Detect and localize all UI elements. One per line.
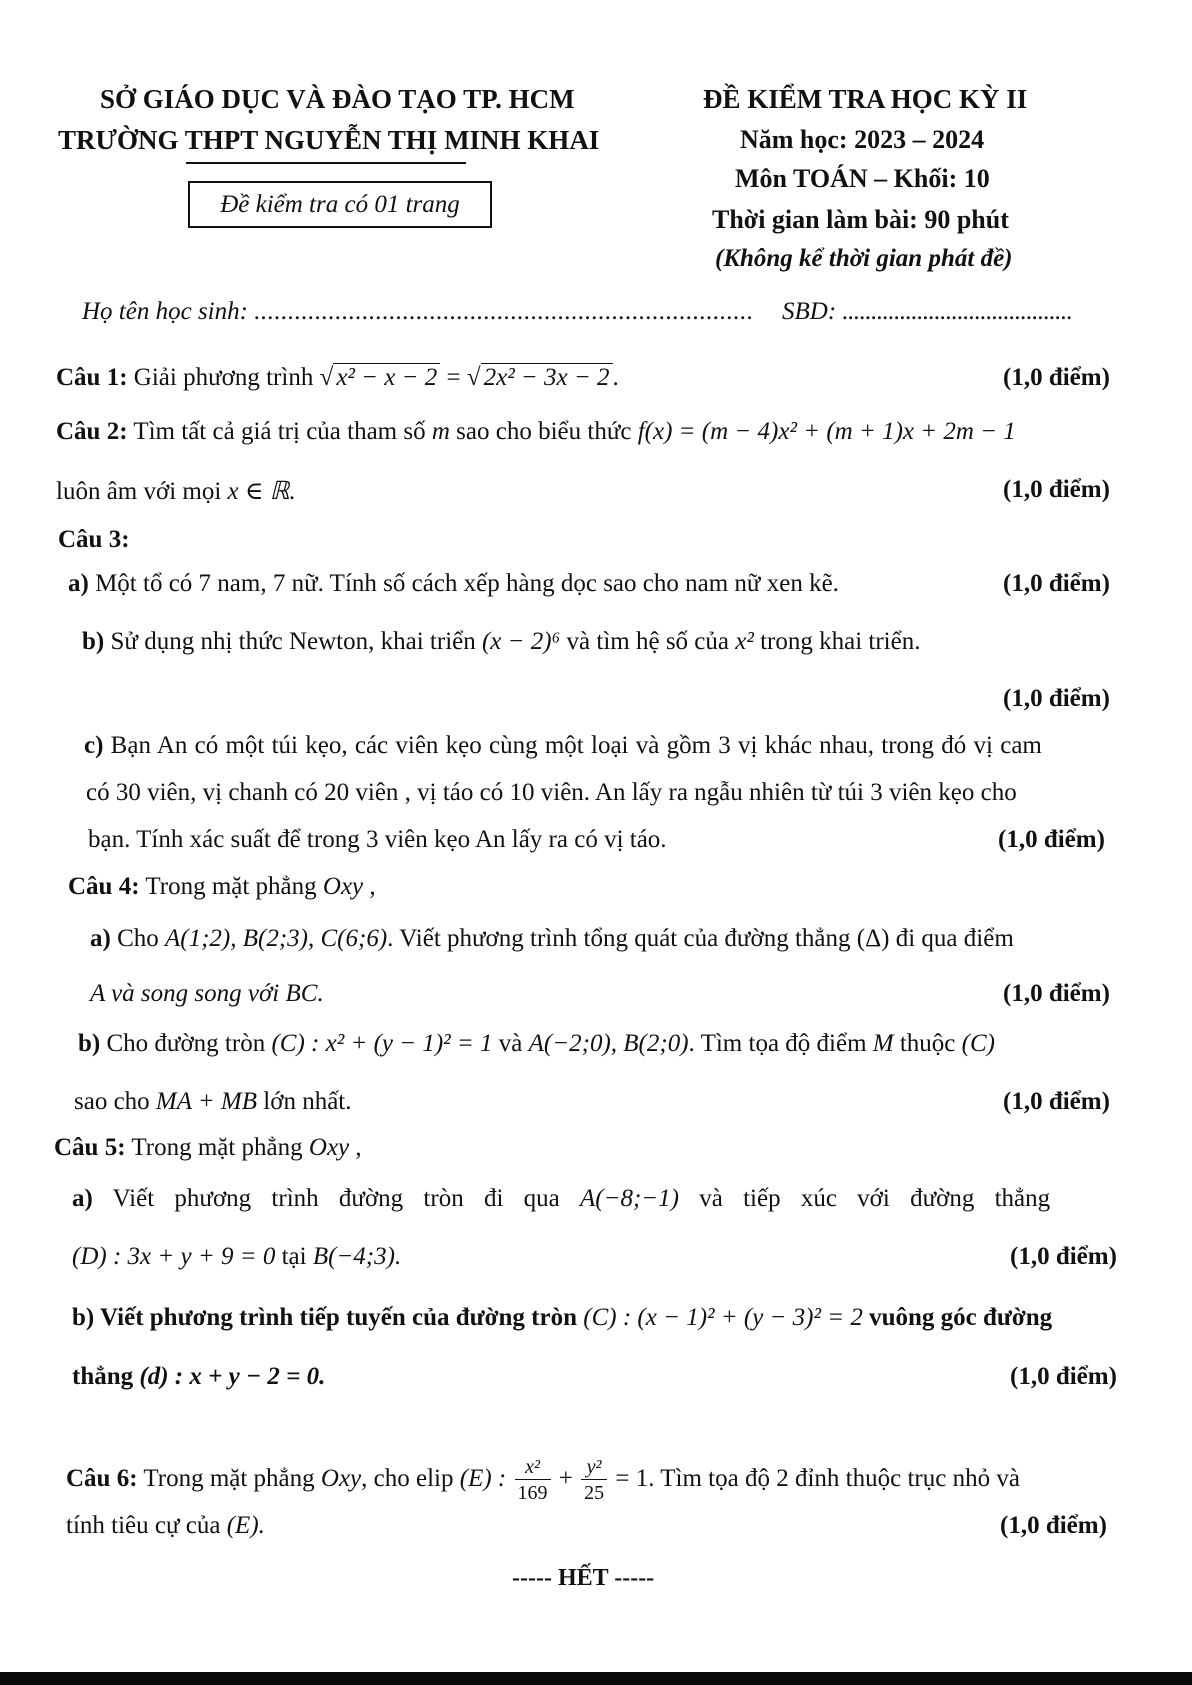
q2-text2: sao cho biểu thức [449, 418, 638, 445]
q4a-line2: A và song song với BC. [90, 980, 324, 1007]
pages-note: Đề kiểm tra có 01 trang [220, 191, 460, 218]
duration-note: (Không kể thời gian phát đề) [715, 245, 1013, 272]
question-4b [78, 1030, 995, 1058]
q5a-line2: (D) : 3x + y + 9 = 0 [72, 1243, 276, 1270]
q4b-text4: thuộc [893, 1030, 962, 1057]
q2-line2: luôn âm với mọi [56, 478, 228, 505]
q4b-line2b: MA + MB [155, 1088, 258, 1115]
q4a-text: Cho [110, 925, 166, 952]
q4-oxy: Oxy [322, 873, 364, 900]
q3b-text3: trong khai triển. [753, 628, 921, 655]
q4a-delta: (Δ) [856, 925, 890, 952]
q4-end: , [363, 873, 376, 900]
q6-E: (E) : [459, 1465, 507, 1492]
q5a-label: a) [72, 1185, 93, 1212]
q4b-C: (C) [961, 1030, 995, 1057]
question-5 [54, 1134, 362, 1162]
q3c-label: c) [84, 732, 104, 759]
q6-text3: . Tìm tọa độ 2 đỉnh thuộc trục nhỏ và [648, 1465, 1020, 1492]
q4b-line2c: lớn nhất. [257, 1088, 352, 1115]
q2-text: Tìm tất cả giá trị của tham số [127, 418, 432, 445]
q5b-line2a: thẳng [72, 1363, 140, 1390]
student-id-line [782, 298, 1072, 326]
q4a-label: a) [90, 925, 111, 952]
q2-m: m [431, 418, 450, 445]
q4b-pts: A(−2;0), B(2;0) [528, 1030, 689, 1057]
q6-frac-y [581, 1457, 607, 1503]
subject: Môn TOÁN – Khối: 10 [735, 164, 990, 193]
q3a-score: (1,0 điểm) [1003, 570, 1110, 597]
q1-rhs: 2x² − 3x − 2 [481, 363, 613, 391]
q6-den1: 169 [517, 1482, 548, 1505]
q5-oxy: Oxy [308, 1134, 350, 1161]
question-6 [66, 1437, 1020, 1521]
student-id-dots: ........................................ [842, 298, 1073, 325]
question-2-line2 [56, 476, 296, 506]
q5a-B: B(−4;3). [312, 1243, 402, 1270]
q3c-line2: có 30 viên, vị chanh có 20 viên , vị táo có 10 viên. An lấy ra ngẫu nhiên từ túi 3 viên kẹo cho [86, 779, 1017, 806]
question-2 [56, 418, 1016, 446]
q4-label: Câu 4: [68, 873, 140, 900]
question-4 [68, 873, 376, 901]
scan-edge-bar [0, 1672, 1192, 1685]
q4a-text2: . Viết phương trình tổng quát của đường thẳng [387, 925, 857, 952]
q5a-line2b: tại [275, 1243, 313, 1270]
q5a-A: A(−8;−1) [580, 1185, 679, 1212]
q1-end: . [612, 364, 619, 391]
question-4a [90, 925, 1014, 953]
exam-title: ĐỀ KIỂM TRA HỌC KỲ II [703, 84, 1028, 114]
pages-note-box [188, 181, 492, 228]
dept-name: SỞ GIÁO DỤC VÀ ĐÀO TẠO TP. HCM [100, 84, 575, 114]
question-3b [82, 628, 920, 656]
school-year: Năm học: 2023 – 2024 [740, 125, 985, 154]
q3a-text: Một tổ có 7 nam, 7 nữ. Tính số cách xếp hàng dọc sao cho nam nữ xen kẽ. [88, 570, 839, 597]
question-5b [72, 1304, 1052, 1332]
q1-label: Câu 1: [56, 364, 128, 391]
q2-expr: f(x) = (m − 4)x² + (m + 1)x + 2m − 1 [637, 418, 1016, 445]
q3b-text: Sử dụng nhị thức Newton, khai triển [104, 628, 482, 655]
q5b-text: Viết phương trình tiếp tuyến của đường tròn [94, 1304, 584, 1331]
q6-text: Trong mặt phẳng [137, 1465, 321, 1492]
end-mark: ----- HẾT ----- [512, 1565, 655, 1591]
q2-cond: x ∈ ℝ. [227, 478, 296, 505]
q4b-label: b) [78, 1030, 101, 1057]
question-5a [72, 1185, 1050, 1213]
q5b-circle: (C) : (x − 1)² + (y − 3)² = 2 [583, 1304, 863, 1331]
q6-num1: x² [515, 1457, 551, 1480]
school-name: TRƯỜNG THPT NGUYỄN THỊ MINH KHAI [58, 125, 600, 155]
q3b-label: b) [82, 628, 105, 655]
q4-text: Trong mặt phẳng [139, 873, 323, 900]
q5b-score: (1,0 điểm) [1010, 1363, 1117, 1390]
q5b-line2b: (d) : x + y − 2 = 0. [139, 1363, 326, 1390]
q5b-label: b) [72, 1304, 95, 1331]
q3c-line1: Bạn An có một túi kẹo, các viên kẹo cùng một loại và gồm 3 vị khác nhau, trong đó vị cam [103, 732, 1042, 759]
q5a-text: Viết phương trình đường tròn đi qua [92, 1185, 580, 1212]
q3b-score: (1,0 điểm) [1003, 685, 1110, 712]
q3-label: Câu 3: [58, 526, 130, 553]
q1-eq: = [440, 364, 467, 391]
q4b-M: M [872, 1030, 894, 1057]
q3b-x2: x² [735, 628, 754, 655]
q5a-score: (1,0 điểm) [1010, 1243, 1117, 1270]
q6-line2b: (E). [226, 1512, 265, 1539]
q4b-circle: (C) : x² + (y − 1)² = 1 [271, 1030, 493, 1057]
student-name-label: Họ tên học sinh: [82, 298, 255, 325]
q2-label: Câu 2: [56, 418, 128, 445]
q4a-pts: A(1;2), B(2;3), C(6;6) [165, 925, 388, 952]
q5-end: , [349, 1134, 362, 1161]
question-5b-line2 [72, 1363, 325, 1391]
q5-text: Trong mặt phẳng [125, 1134, 309, 1161]
q4b-line2a: sao cho [74, 1088, 156, 1115]
q6-score: (1,0 điểm) [1000, 1512, 1107, 1539]
question-6-line2 [66, 1512, 265, 1540]
student-id-label: SBD: [782, 298, 843, 325]
q6-text2: , cho elip [361, 1465, 460, 1492]
q5b-text2: vuông góc đường [862, 1304, 1053, 1331]
q4b-score: (1,0 điểm) [1003, 1088, 1110, 1115]
q4a-score: (1,0 điểm) [1003, 980, 1110, 1007]
q1-text: Giải phương trình [127, 364, 320, 391]
question-1: Câu 1: Giải phương trình √ x² − x − 2 = √ 2x² − 3x − 2 . [56, 364, 619, 391]
q6-num2: y² [581, 1457, 607, 1480]
question-3c-line1 [84, 732, 1042, 760]
q4b-text2: và [492, 1030, 529, 1057]
q6-label: Câu 6: [66, 1465, 138, 1492]
q6-eq: = 1 [609, 1465, 649, 1492]
q4a-text3: đi qua điểm [889, 925, 1014, 952]
question-3a [68, 570, 839, 598]
q6-den2: 25 [584, 1482, 605, 1505]
q5-label: Câu 5: [54, 1134, 126, 1161]
q6-oxy: Oxy [320, 1465, 362, 1492]
q4b-text: Cho đường tròn [100, 1030, 272, 1057]
q4b-text3: . Tìm tọa độ điểm [688, 1030, 873, 1057]
q2-score: (1,0 điểm) [1003, 476, 1110, 503]
q3c-score: (1,0 điểm) [998, 826, 1105, 853]
q3a-label: a) [68, 570, 89, 597]
q5a-text2: và tiếp xúc với đường thẳng [679, 1185, 1051, 1212]
q6-plus: + [552, 1465, 580, 1492]
student-line [82, 298, 754, 326]
question-4b-line2 [74, 1088, 352, 1116]
student-name-dots: .......................................................................... [254, 298, 754, 325]
q6-frac-x [515, 1457, 551, 1503]
question-5a-line2 [72, 1243, 401, 1271]
q3b-text2: và tìm hệ số của [560, 628, 736, 655]
q6-line2: tính tiêu cự của [66, 1512, 227, 1539]
q3b-expr: (x − 2)⁶ [481, 628, 561, 655]
school-underline [186, 162, 466, 164]
q3c-line3: bạn. Tính xác suất để trong 3 viên kẹo An lấy ra có vị táo. [88, 826, 667, 853]
q1-score: (1,0 điểm) [1003, 364, 1110, 391]
q1-lhs: x² − x − 2 [333, 363, 440, 391]
duration: Thời gian làm bài: 90 phút [712, 205, 1009, 234]
